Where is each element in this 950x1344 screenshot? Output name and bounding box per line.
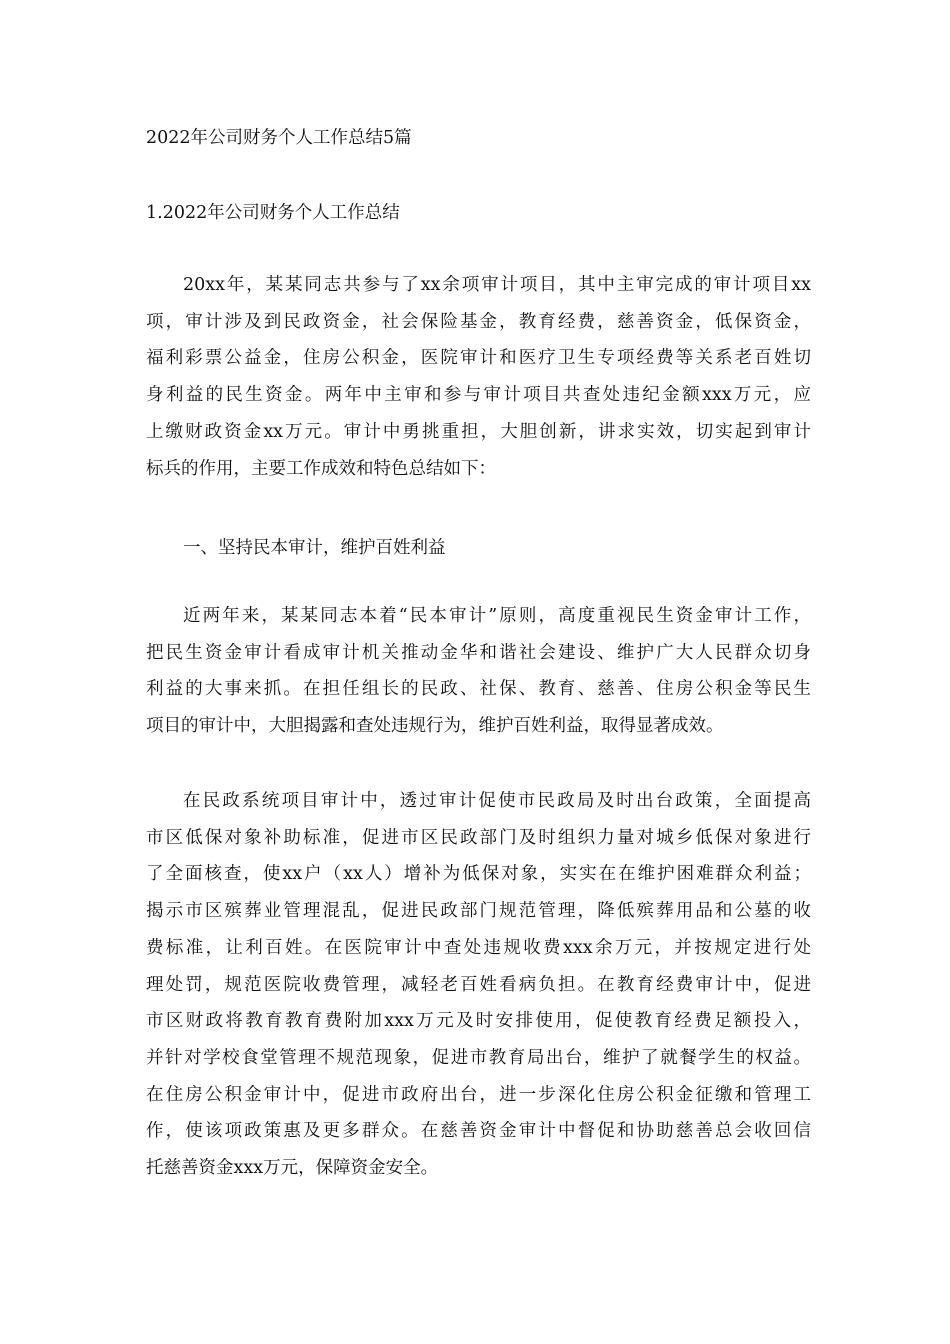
- paragraph-line: 理处罚，规范医院收费管理，减轻老百姓看病负担。在教育经费审计中，促进: [146, 974, 811, 995]
- paragraph-line: 项目的审计中，大胆揭露和查处违规行为，维护百姓利益，取得显著成效。: [146, 716, 724, 737]
- paragraph-line: 作，使该项政策惠及更多群众。在慈善资金审计中督促和协助慈善总会收回信: [146, 1121, 811, 1142]
- paragraph-civil-affairs: [146, 783, 811, 1187]
- paragraph-line: 上缴财政资金xx万元。审计中勇挑重担，大胆创新，讲求实效，切实起到审计: [146, 421, 811, 442]
- paragraph-people-audit: [146, 598, 811, 745]
- paragraph-line: 在住房公积金审计中，促进市政府出台，进一步深化住房公积金征缴和管理工: [146, 1084, 811, 1105]
- paragraph-line: 标兵的作用，主要工作成效和特色总结如下：: [146, 458, 496, 479]
- paragraph-line: 揭示市区殡葬业管理混乱，促进民政部门规范管理，降低殡葬用品和公墓的收: [146, 901, 811, 922]
- paragraph-line: 福利彩票公益金，住房公积金，医院审计和医疗卫生专项经费等关系老百姓切: [146, 348, 811, 369]
- section-heading: 一、坚持民本审计，维护百姓利益: [183, 538, 446, 558]
- paragraph-line: 身利益的民生资金。两年中主审和参与审计项目共查处违纪金额xxx万元，应: [146, 385, 811, 406]
- paragraph-line: 并针对学校食堂管理不规范现象，促进市教育局出台，维护了就餐学生的权益。: [146, 1047, 811, 1068]
- paragraph-line: 费标准，让利百姓。在医院审计中查处违规收费xxx余万元，并按规定进行处: [146, 937, 811, 958]
- paragraph-line: 托慈善资金xxx万元，保障资金安全。: [146, 1158, 439, 1179]
- paragraph-line: 市区财政将教育教育费附加xxx万元及时安排使用，促使教育经费足额投入，: [146, 1011, 811, 1032]
- paragraph-line: 了全面核查，使xx户（xx人）增补为低保对象，实实在在维护困难群众利益；: [146, 864, 811, 885]
- paragraph-line: 市区低保对象补助标准，促进市区民政部门及时组织力量对城乡低保对象进行: [146, 827, 811, 848]
- paragraph-line: 20xx年，某某同志共参与了xx余项审计项目，其中主审完成的审计项目xx: [183, 275, 811, 295]
- paragraph-line: 在民政系统项目审计中，透过审计促使市民政局及时出台政策，全面提高: [183, 791, 811, 811]
- paragraph-line: 利益的大事来抓。在担任组长的民政、社保、教育、慈善、住房公积金等民生: [146, 679, 811, 700]
- paragraph-intro: [146, 267, 811, 487]
- document-title: 2022年公司财务个人工作总结5篇: [146, 128, 412, 148]
- paragraph-line: 近两年来，某某同志本着“民本审计”原则，高度重视民生资金审计工作，: [183, 606, 811, 626]
- paragraph-line: 把民生资金审计看成审计机关推动金华和谐社会建设、维护广大人民群众切身: [146, 642, 811, 663]
- paragraph-line: 项，审计涉及到民政资金，社会保险基金，教育经费，慈善资金，低保资金，: [146, 311, 811, 332]
- document-subtitle: 1.2022年公司财务个人工作总结: [146, 203, 400, 223]
